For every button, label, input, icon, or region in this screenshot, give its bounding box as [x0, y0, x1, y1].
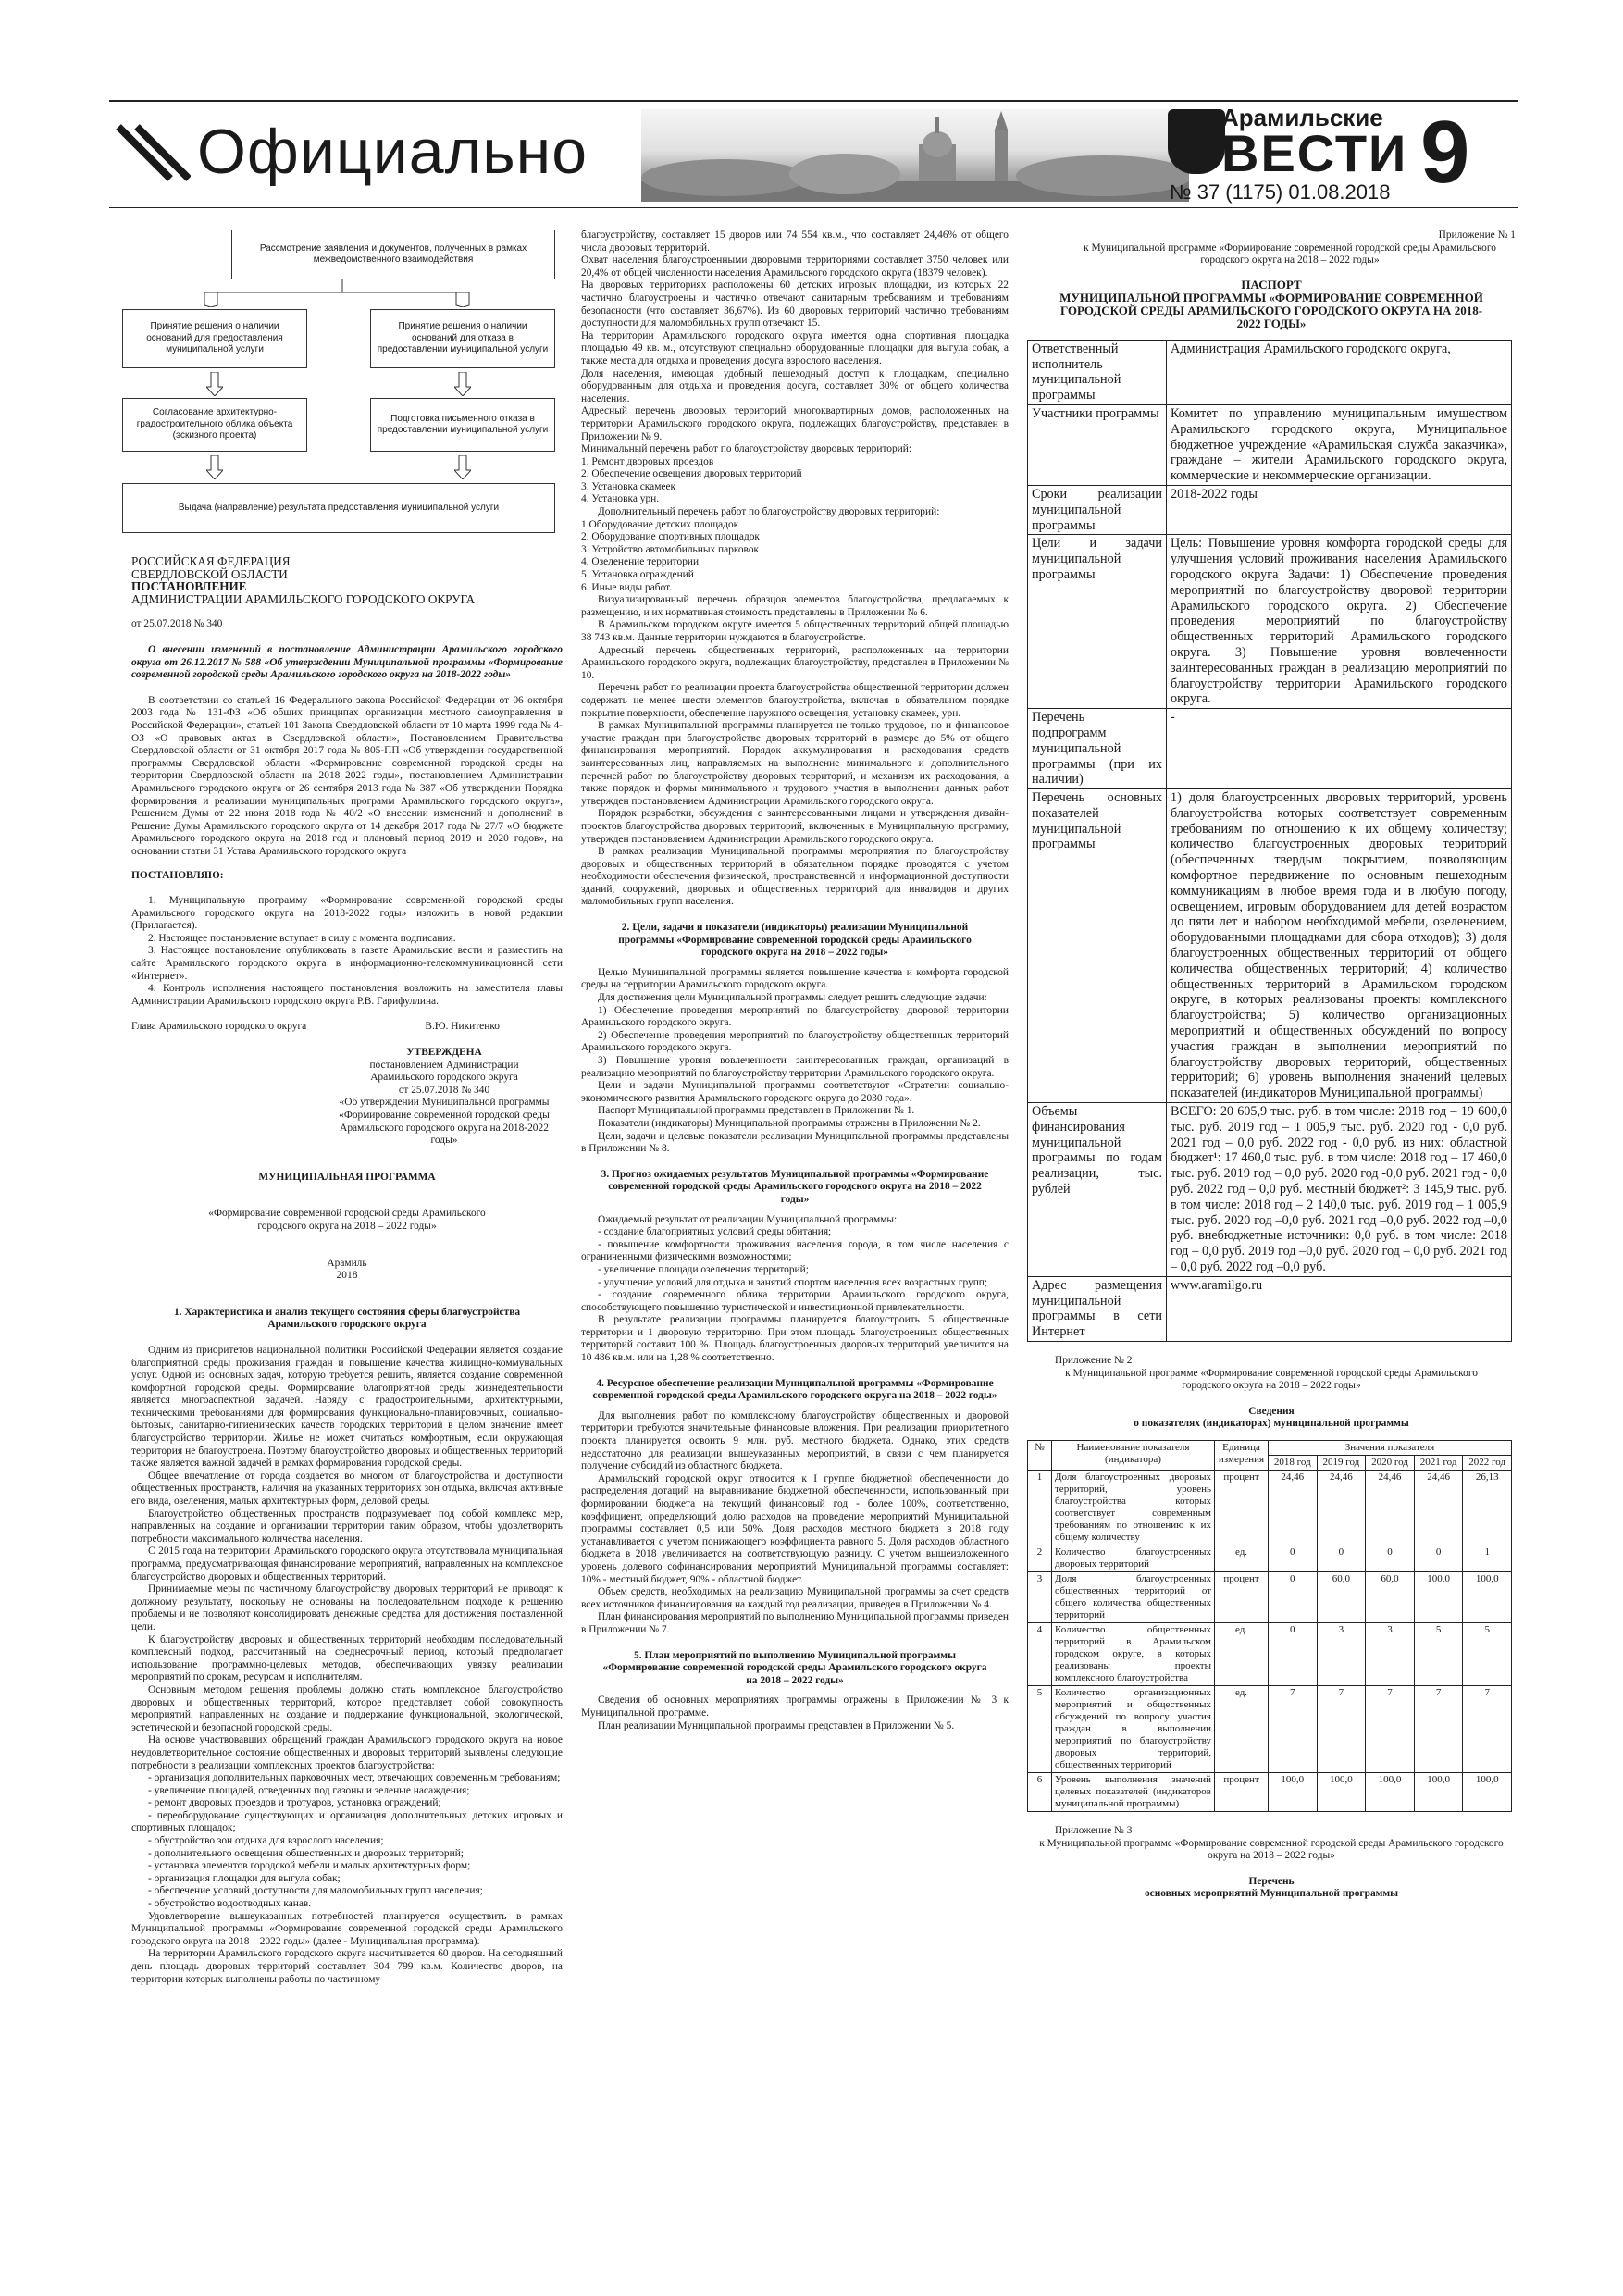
approved-line: от 25.07.2018 № 340 — [398, 1084, 490, 1096]
cell-value: 0 — [1414, 1545, 1463, 1571]
arrow-down-icon — [454, 372, 471, 396]
appendix-1-ref: к Муниципальной программе «Формирование современной городской среды Арамильского городского округа на 2018 – 2022 годы» — [1084, 242, 1496, 267]
decree-header-1: РОССИЙСКАЯ ФЕДЕРАЦИЯ — [131, 554, 291, 568]
decree-point: 3. Настоящее постановление опубликовать в газете Арамильские вести и разместить на сайте Арамильского городского округа в информационно-телекоммуникационной сети «Интернет». — [131, 945, 563, 982]
paragraph: Охват населения благоустроенными дворовыми территориями составляет 3750 человек или 20,4% от общей численности населения Арамильского городского округа (18379 человек). — [581, 254, 1009, 279]
passport-value: - — [1167, 709, 1512, 789]
issue-number: № 37 (1175) 01.08.2018 — [1170, 180, 1391, 204]
cell-name: Доля благоустроенных общественных территорий от общего количества общественных территорий — [1052, 1571, 1215, 1622]
passport-key: Участники программы — [1028, 404, 1167, 485]
cell-value: 100,0 — [1463, 1571, 1512, 1622]
col-header-year: 2021 год — [1414, 1455, 1463, 1470]
paragraph: Основным методом решения проблемы должно стать комплексное благоустройство дворовых и общественных территорий, которое представляет собой совокупность мероприятий, направленных на создание и поддержание функциональной, экологической, эстетической и безопасной городской среды. — [131, 1683, 563, 1733]
cell-name: Количество общественных территорий в Арамильском городском округе, в которых реализованы проекты комплексного благоустройства — [1052, 1622, 1215, 1685]
table-row — [1028, 1772, 1512, 1811]
col-header-values: Значения показателя — [1269, 1440, 1512, 1455]
passport-key: Перечень подпрограмм муниципальной программы (при их наличии) — [1028, 709, 1167, 789]
passport-value: www.aramilgo.ru — [1167, 1276, 1512, 1341]
cell-name: Уровень выполнения значений целевых показателей (индикаторов муниципальной программы) — [1052, 1772, 1215, 1811]
cell-value: 24,46 — [1366, 1470, 1415, 1545]
paragraph: Порядок разработки, обсуждения с заинтересованными лицами и утверждения дизайн-проектов благоустройства дворовых территорий, включенных в Муниципальную программу, утвержден постановлением Администрации Арамильского городского округа. — [581, 808, 1009, 845]
measures-title: Перечень — [1248, 1875, 1295, 1887]
indicators-title: Сведения — [1248, 1405, 1295, 1417]
passport-value: Комитет по управлению муниципальным имуществом Арамильского городского округа, Муниципальное бюджетное учреждение «Арамильская служба заказчика», граждане – жители Арамильского городского округа, коммерческие и некоммерческие организации. — [1167, 404, 1512, 485]
section-1-heading: 1. Характеристика и анализ текущего состояния сферы благоустройства Арамильского городского округа — [173, 1306, 521, 1331]
paragraph: 2) Обеспечение проведения мероприятий по благоустройству общественных территорий Арамильского городского округа. — [581, 1029, 1009, 1054]
passport-row — [1028, 709, 1512, 789]
section-2-heading: 2. Цели, задачи и показатели (индикаторы) реализации Муниципальной программы «Формирование современной городской среды Арамильского городского округа на 2018 – 2022 годы» — [618, 922, 972, 959]
section-4-heading: 4. Ресурсное обеспечение реализации Муниципальной программы «Формирование современной городской среды Арамильского городского округа на 2018 – 2022 годы» — [592, 1377, 997, 1402]
paragraph: - увеличение площадей, отведенных под газоны и зеленые насаждения; — [148, 1784, 470, 1796]
paragraph: Доля населения, имеющая удобный пешеходный доступ к площадкам, специально оборудованным для отдыха и проведения досуга, составляет 30% от общего количества населения. — [581, 367, 1009, 404]
cell-value: 3 — [1317, 1622, 1366, 1685]
cell-unit: ед. — [1215, 1622, 1269, 1685]
paragraph: Визуализированный перечень образцов элементов благоустройства, предлагаемых к размещению, и их нормативная стоимость представлены в Приложении № 6. — [581, 594, 1009, 618]
cell-name: Количество организационных мероприятий и общественных обсуждений по вопросу участия граждан в выполнении мероприятий по благоустройству дворовых территорий, общественных территорий — [1052, 1685, 1215, 1772]
decree-title: О внесении изменений в постановление Администрации Арамильского городского округа от 26.12.2017 № 588 «Об утверждении Муниципальной программы «Формирование современной городской среды Арамильского городского округа на 2018-2022 годы» — [131, 643, 563, 681]
cell-value: 100,0 — [1414, 1571, 1463, 1622]
paragraph: - создание современного облика территории Арамильского городского округа, способствующего повышению туристической и инвестиционной привлекательности. — [581, 1289, 1009, 1313]
masthead-top: Арамильские — [1221, 104, 1383, 131]
paragraph: Удовлетворение вышеуказанных потребностей планируется осуществить в рамках Муниципальной программы «Формирование современной городской среды Арамильского городского округа на 2018 – 2022 годы» (далее - Муниципальная программа). — [131, 1910, 563, 1947]
passport-row — [1028, 1276, 1512, 1341]
cell-unit: процент — [1215, 1470, 1269, 1545]
cell-value: 0 — [1269, 1622, 1318, 1685]
paragraph: Для достижения цели Муниципальной программы следует решить следующие задачи: — [598, 992, 987, 1004]
paragraph: Одним из приоритетов национальной политики Российской Федерации является создание благоприятной среды проживания граждан и повышение качества жилищно-коммунальных услуг. Одной из основных задач, которую требуется решить, является создание современной комфортной городской среды. Формирование благоприятной среды жизнедеятельности является многоаспектной задачей. Наряду с градостроительными, архитектурными, техническими требованиями для формирования функционально-планировочных, социально-бытовых, санитарно-гигиенических качеств городских территорий в целом значение имеет благоустройство территории. Жилье не может считаться комфортным, если окружающая территория не благоустроена. Поэтому благоустройство дворовых и общественных территорий также является важной задачей в рамках формирования городской среды. — [131, 1344, 563, 1470]
top-rule — [109, 100, 1518, 102]
cell-number: 1 — [1028, 1470, 1052, 1545]
appendix-3-label: Приложение № 3 — [1055, 1824, 1133, 1836]
cell-value: 3 — [1366, 1622, 1415, 1685]
col-header-unit: Единица измерения — [1215, 1440, 1269, 1470]
arrow-down-icon — [206, 455, 223, 479]
cell-unit: ед. — [1215, 1545, 1269, 1571]
cell-value: 24,46 — [1317, 1470, 1366, 1545]
paragraph: - дополнительного освещения общественных и дворовых территорий; — [148, 1847, 464, 1859]
paragraph: 2. Обеспечение освещения дворовых территорий — [581, 468, 802, 480]
paragraph: Целью Муниципальной программы является повышение качества и комфорта городской среды на территории Арамильского городского округа. — [581, 966, 1009, 991]
paragraph: Цели, задачи и целевые показатели реализации Муниципальной программы представлены в Приложении № 8. — [581, 1130, 1009, 1155]
passport-value: 1) доля благоустроенных дворовых территорий, уровень благоустройства которых соответствует современным требованиям по отношению к их общему количеству; количество благоустроенных дворовых территорий (обеспеченных твердым покрытием, позволяющим комфортное передвижение по основным пешеходным коммуникациям в любое время года и в любую погоду, освещением, игровым оборудованием для детей возрастом до пяти лет и набором необходимой мебели, озеленением, оборудованными площадками для сбора отходов); 3) доля благоустроенных общественных территорий от общего количества общественных территорий; 4) количество общественных территорий в Арамильском городском округе, в которых реализованы проекты комплексного благоустройства; 5) количество организационных мероприятий и общественных обсуждений по вопросу участия граждан в выполнении мероприятий по благоустройству дворовых территорий, общественных территорий; 6) уровень выполнения значений целевых показателей (индикаторов Муниципальной программы) — [1167, 789, 1512, 1103]
col-header-number: № — [1028, 1440, 1052, 1470]
passport-row — [1028, 1103, 1512, 1277]
decree-point: 2. Настоящее постановление вступает в силу с момента подписания. — [148, 932, 456, 944]
paragraph: - обеспечение условий доступности для маломобильных групп населения; — [148, 1885, 483, 1897]
table-row — [1028, 1571, 1512, 1622]
passport-row — [1028, 535, 1512, 709]
paragraph: На основе участвовавших обращений граждан Арамильского городского округа на новое неудовлетворительное состояние общественных и дворовых территорий выявлены следующие потребности в реализации комплексных проектов благоустройства: — [131, 1734, 563, 1771]
page-number: 9 — [1420, 103, 1470, 202]
col-header-name: Наименование показателя (индикатора) — [1052, 1440, 1215, 1470]
cell-value: 0 — [1317, 1545, 1366, 1571]
flow-step-review: Рассмотрение заявления и документов, полученных в рамках межведомственного взаимодействия — [231, 230, 555, 279]
paragraph: Цели и задачи Муниципальной программы соответствуют «Стратегии социально-экономического развития Арамильского городского округа до 2030 года». — [581, 1080, 1009, 1104]
flow-step-issue-result: Выдача (направление) результата предоставления муниципальной услуги — [122, 483, 555, 533]
table-row — [1028, 1470, 1512, 1545]
cell-value: 0 — [1269, 1545, 1318, 1571]
paragraph: - повышение комфортности проживания населения города, в том числе населения с ограниченными физическими возможностями; — [581, 1238, 1009, 1263]
paragraph: - установка элементов городской мебели и малых архитектурных форм; — [148, 1860, 471, 1872]
arrow-down-icon — [206, 372, 223, 396]
paragraph: Минимальный перечень работ по благоустройству дворовых территорий: — [581, 443, 912, 455]
cell-value: 1 — [1463, 1545, 1512, 1571]
passport-title: ПАСПОРТ — [1241, 277, 1302, 292]
table-row — [1028, 1622, 1512, 1685]
paragraph: 3. Устройство автомобильных парковок — [581, 543, 760, 555]
paragraph: В Арамильском городском округе имеется 5 общественных территорий общей площадью 38 743 кв.м. Данные территории нуждаются в благоустройстве. — [581, 619, 1009, 643]
program-subtitle: «Формирование современной городской среды Арамильского городского округа на 2018 – 2022 годы» — [208, 1208, 486, 1232]
cell-value: 0 — [1269, 1571, 1318, 1622]
cell-value: 100,0 — [1463, 1772, 1512, 1811]
paragraph: Арамильский городской округ относится к I группе бюджетной обеспеченности до распределения дотаций на выравнивание бюджетной обеспеченности, использованный при формировании бюджета на текущий финансовый год - более 100%, соответственно, коэффициент, определяющий долю расходов на проведение мероприятий Муниципальной программы составляет 0,5 или 50%. Доля расходов местного бюджета в 2018 году устанавливается с учетом понижающего коэффициента равного 5. Доля расходов областного бюджета в 2018 увеличивается на соответствующую разницу. С учетом вышеизложенного уровень долевого софинансирования мероприятий Муниципальной программы составляет: 10% - местный бюджет, 90% - областной бюджет. — [581, 1472, 1009, 1585]
appendix-1-label: Приложение № 1 — [1438, 230, 1516, 241]
paragraph: Для выполнения работ по комплексному благоустройству общественных и дворовой территории требуются значительные финансовые вложения. При реализации приоритетного проекта планируется освоить 9 млн. руб. местного бюджета. Однако, этих средств недостаточно для реализации вышеуказанных мероприятий, в связи с чем планируется получение субсидий из областного бюджета. — [581, 1409, 1009, 1472]
passport-row — [1028, 485, 1512, 534]
cell-value: 7 — [1269, 1685, 1318, 1772]
cell-name: Доля благоустроенных дворовых территорий, уровень благоустройства которых соответствует современным требованиям по отношению к их общему количеству — [1052, 1470, 1215, 1545]
paragraph: План финансирования мероприятий по выполнению Муниципальной программы приведен в Приложении № 7. — [581, 1611, 1009, 1635]
cell-value: 5 — [1463, 1622, 1512, 1685]
paragraph: - обустройство зон отдыха для взрослого населения; — [148, 1835, 384, 1847]
header-town-photo — [641, 109, 1189, 202]
paragraph: благоустройству, составляет 15 дворов или 74 554 кв.м., что составляет 24,46% от общего числа дворовых территорий. — [581, 230, 1009, 254]
additional-list-intro: Дополнительный перечень работ по благоустройству дворовых территорий: — [598, 506, 940, 518]
paragraph: С 2015 года на территории Арамильского городского округа отсутствовала муниципальная программа, предусматривающая финансирование мероприятий, направленных на комплексное благоустройство дворовых и общественных территорий. — [131, 1545, 563, 1582]
paragraph: План реализации Муниципальной программы представлен в Приложении № 5. — [598, 1719, 955, 1731]
paragraph: На территории Арамильского городского округа насчитывается 60 дворов. На сегодняшний день площадь дворовых территорий составляет 304 799 кв.м. Количество дворов, на территории которых выполнены работы по частичному — [131, 1948, 563, 1985]
paragraph: 2. Оборудование спортивных площадок — [581, 531, 760, 543]
cell-number: 4 — [1028, 1622, 1052, 1685]
paragraph: На территории Арамильского городского округа имеется одна спортивная площадка площадью 49 кв. м., отсутствуют специально оборудованные площадки для выгула собак, а также места для отдыха и проведения досуга взрослого населения. — [581, 329, 1009, 366]
passport-key: Перечень основных показателей муниципальной программы — [1028, 789, 1167, 1103]
passport-key: Объемы финансирования муниципальной программы по годам реализации, тыс. рублей — [1028, 1103, 1167, 1277]
cell-value: 100,0 — [1269, 1772, 1318, 1811]
section-3-heading: 3. Прогноз ожидаемых результатов Муниципальной программы «Формирование современной городской среды Арамильского городского округа на 2018 – 2022 годы» — [601, 1168, 989, 1205]
paragraph: На дворовых территориях расположены 60 детских игровых площадки, из которых 22 частично благоустроены и частично отвечают санитарным требованиям и требованиям безопасности (что составляет 36,67%). Из 60 дворовых территорий частично требованиям доступности для маломобильных групп отвечают 15. — [581, 279, 1009, 329]
paragraph: 6. Иные виды работ. — [581, 581, 673, 593]
flow-connector — [107, 279, 570, 307]
cell-value: 24,46 — [1414, 1470, 1463, 1545]
paragraph: 4. Озеленение территории — [581, 556, 700, 568]
paragraph: Перечень работ по реализации проекта благоустройства общественной территории должен содержать не менее шести элементов благоустройства, включая в обязательном порядке покрытие поверхности, обеспечение наружного освещения, установку скамеек, урн. — [581, 682, 1009, 719]
signature-name: В.Ю. Никитенко — [425, 1021, 500, 1033]
signature-title: Глава Арамильского городского округа — [131, 1021, 307, 1033]
decree-column — [131, 555, 563, 1986]
paragraph: Благоустройство общественных пространств подразумевает под собой комплекс мер, направленных на создание и организации территории таким образом, чтобы удовлетворить потребности максимального количества населения. — [131, 1508, 563, 1545]
program-title: МУНИЦИПАЛЬНАЯ ПРОГРАММА — [258, 1171, 436, 1183]
passport-key: Ответственный исполнитель муниципальной программы — [1028, 340, 1167, 404]
program-city: Арамиль — [327, 1257, 367, 1269]
appendix-2-ref: к Муниципальной программе «Формирование современной городской среды Арамильского городского округа на 2018 – 2022 годы» — [1065, 1367, 1478, 1392]
paragraph: - создание благоприятных условий среды обитания; — [598, 1226, 832, 1238]
passport-key: Адрес размещения муниципальной программы в сети Интернет — [1028, 1276, 1167, 1341]
paragraph: - обустройство водоотводных канав. — [148, 1898, 312, 1910]
passport-table — [1027, 340, 1512, 1342]
paragraph: Адресный перечень общественных территорий, расположенных на территории Арамильского городского округа, подлежащих благоустройству, представлен в Приложении № 10. — [581, 644, 1009, 681]
col-header-year: 2020 год — [1366, 1455, 1415, 1470]
paragraph: 3) Повышение уровня вовлеченности заинтересованных граждан, организаций в реализацию мероприятий по благоустройству территории Арамильского городского округа. — [581, 1055, 1009, 1079]
indicators-table — [1027, 1440, 1512, 1812]
cell-value: 7 — [1463, 1685, 1512, 1772]
paragraph: К благоустройству дворовых и общественных территорий необходим последовательный комплексный подход, рассчитанный на среднесрочный период, который предполагает использование программно-целевых методов, обеспечивающих увязку реализации мероприятий по срокам, ресурсам и исполнителям. — [131, 1633, 563, 1683]
appendix-column — [1027, 230, 1516, 1901]
passport-row — [1028, 789, 1512, 1103]
cell-value: 7 — [1414, 1685, 1463, 1772]
paragraph: - организация площадки для выгула собак; — [148, 1872, 341, 1884]
paragraph: - организация дополнительных парковочных мест, отвечающих современным требованиям; — [148, 1772, 561, 1784]
paragraph: Объем средств, необходимых на реализацию Муниципальной программы за счет средств всех источников финансирования на каждый год реализации, приведен в Приложении № 4. — [581, 1586, 1009, 1610]
passport-key: Цели и задачи муниципальной программы — [1028, 535, 1167, 709]
cell-value: 7 — [1317, 1685, 1366, 1772]
col-header-year: 2018 год — [1269, 1455, 1318, 1470]
masthead-main: ВЕСТИ — [1221, 124, 1408, 182]
passport-value: Цель: Повышение уровня комфорта городской среды для улучшения условий проживания населения Арамильского городского округа Задачи: 1) Обеспечение проведения мероприятий по благоустройству дворовой территории Арамильского городского округа. 2) Обеспечение проведения мероприятий по благоустройству общественных территорий Арамильского городского округа. 3) Повышение уровня вовлеченности заинтересованных граждан в реализацию мероприятий по благоустройству территории Арамильского городского округа. — [1167, 535, 1512, 709]
cell-value: 60,0 — [1317, 1571, 1366, 1622]
cell-unit: процент — [1215, 1571, 1269, 1622]
approved-label: УТВЕРЖДЕНА — [406, 1047, 482, 1058]
passport-subtitle: МУНИЦИПАЛЬНОЙ ПРОГРАММЫ «ФОРМИРОВАНИЕ СОВРЕМЕННОЙ ГОРОДСКОЙ СРЕДЫ АРАМИЛЬСКОГО ГОРОДСКОГО ОКРУГА НА 2018-2022 ГОДЫ» — [1059, 290, 1483, 330]
cell-value: 26,13 — [1463, 1470, 1512, 1545]
paragraph: Принимаемые меры по частичному благоустройству дворовых территорий не приводят к должному результату, поскольку не основаны на последовательном подходе к решению проблемы и не позволяют консолидировать денежные средства для достижения поставленной цели. — [131, 1583, 563, 1632]
cell-number: 6 — [1028, 1772, 1052, 1811]
paragraph: - увеличение площади озеленения территорий; — [598, 1263, 809, 1275]
cell-unit: процент — [1215, 1772, 1269, 1811]
approved-line: Арамильского городского округа — [370, 1072, 518, 1084]
church-skyline-icon — [641, 109, 1189, 202]
passport-row — [1028, 404, 1512, 485]
passport-value: ВСЕГО: 20 605,9 тыс. руб. в том числе: 2018 год – 19 600,0 тыс. руб. 2019 год – 1 005,9 тыс. руб. 2020 год - 0,0 руб. 2021 год – 0,0 руб. 2022 год - 0,0 руб. из них: областной бюджет¹: 17 460,0 тыс. руб. в том числе: 2018 год – 17 460,0 тыс. руб. 2019 год – 0,0 руб. 2020 год -0,0 руб. 2021 год - 0,0 руб. 2022 год – 0,0 руб. местный бюджет²: 3 145,9 тыс. руб. в том числе: 2018 год – 2 140,0 тыс. руб. 2019 год – 1 005,9 тыс. руб. 2020 год –0,0 руб. 2021 год –0,0 руб. 2022 год –0,0 руб. внебюджетные источники: 0,0 руб. в том числе: 2018 год – 0,0 руб. 2019 год –0,0 руб. 2020 год – 0,0 руб. 2021 год – 0,0 руб. 2022 год –0,0 руб. — [1167, 1103, 1512, 1277]
header-rule — [109, 207, 1518, 208]
paragraph: В результате реализации программы планируется благоустроить 5 общественные территории и 1 дворовую территорию. При этом площадь благоустроенных общественных территорий составит 100 %. Площадь благоустроенных дворовых территорий увеличится на 10 486 кв.м. или на 1,28 % соответственно. — [581, 1314, 1009, 1364]
paragraph: Адресный перечень дворовых территорий многоквартирных домов, расположенных на территории Арамильского городского округа, подлежащих благоустройству, представлен в Приложении № 9. — [581, 405, 1009, 442]
decree-date: от 25.07.2018 № 340 — [131, 618, 223, 630]
paragraph: Сведения об основных мероприятиях программы отражены в Приложении № 3 к Муниципальной программе. — [581, 1694, 1009, 1719]
paragraph: 5. Установка ограждений — [581, 569, 694, 581]
cell-value: 7 — [1366, 1685, 1415, 1772]
cell-value: 100,0 — [1366, 1772, 1415, 1811]
decree-preamble: В соответствии со статьей 16 Федерального закона Российской Федерации от 06 октября 2003 года № 131-ФЗ «Об общих принципах организации местного самоуправления в Российской Федерации», статьей 101 Закона Свердловской области от 10 марта 1999 года № 4-ОЗ «О правовых актах в Свердловской области», Постановлением Правительства Свердловской области от 31 октября 2017 года № 805-ПП «Об утверждении государственной программы Свердловской области «Формирование современной городской среды на территории Свердловской области на 2018–2022 годы», постановлением Администрации Арамильского городского округа от 26 сентября 2013 года № 387 «Об утверждении Порядка формирования и реализации муниципальных программ Арамильского городского округа», Решением Думы от 22 июня 2018 года № 40/2 «О внесении изменений и дополнений в Решение Думы Арамильского городского округа от 14 декабря 2017 года № 27/7 «О бюджете Арамильского городского округа на 2018 год и плановый период 2019 и 2020 годов», на основании статьи 31 Устава Арамильского городского округа — [131, 694, 563, 857]
paragraph: В рамках Муниципальной программы планируется не только трудовое, но и финансовое участие граждан при благоустройстве дворовых территорий в размере до 5% от общего финансирования мероприятий. Порядок аккумулирования и расходования средств заинтересованных лиц, направляемых на выполнение минимального и дополнительного перечней работ по благоустройству дворовых территорий, и механизм их расходования, а также порядок и формы минимального и трудового участия в выполнении данных работ утвержден постановлением Администрации Арамильского городского округа. — [581, 720, 1009, 807]
flow-step-accept: Принятие решения о наличии оснований для предоставления муниципальной услуги — [122, 309, 307, 368]
section-slashes-icon — [113, 123, 191, 182]
cell-number: 2 — [1028, 1545, 1052, 1571]
cell-value: 100,0 — [1414, 1772, 1463, 1811]
program-year: 2018 — [336, 1270, 358, 1282]
table-row — [1028, 1685, 1512, 1772]
paragraph: 1. Ремонт дворовых проездов — [581, 455, 714, 467]
section-title: Официально — [197, 117, 588, 187]
paragraph: 1) Обеспечение проведения мероприятий по благоустройству дворовой территории Арамильского городского округа. — [581, 1004, 1009, 1029]
paragraph: 3. Установка скамеек — [581, 480, 676, 492]
program-column — [581, 230, 1009, 1732]
cell-value: 0 — [1366, 1545, 1415, 1571]
section-5-heading: 5. План мероприятий по выполнению Муниципальной программы «Формирование современной городской среды Арамильского городского округа на 2018 – 2022 годы» — [602, 1649, 987, 1686]
paragraph: - ремонт дворовых проездов и тротуаров, установка ограждений; — [148, 1797, 441, 1809]
masthead-emblem-icon — [1168, 109, 1225, 174]
decree-resolve: ПОСТАНОВЛЯЮ: — [131, 870, 224, 882]
paragraph: В рамках реализации Муниципальной программы мероприятия по благоустройству дворовых и общественных территорий в обязательном порядке проводятся с учетом необходимости обеспечения физической, пространственной и информационной доступности зданий, сооружений, дворовых и общественных территорий для инвалидов и других маломобильных групп населения. — [581, 846, 1009, 908]
flow-step-refusal-letter: Подготовка письменного отказа в предоставлении муниципальной услуги — [370, 398, 555, 452]
cell-number: 3 — [1028, 1571, 1052, 1622]
cell-name: Количество благоустроенных дворовых территорий — [1052, 1545, 1215, 1571]
passport-value: Администрация Арамильского городского округа, — [1167, 340, 1512, 404]
appendix-3-ref: к Муниципальной программе «Формирование современной городской среды Арамильского городского округа на 2018 – 2022 годы» — [1039, 1837, 1504, 1862]
paragraph: - улучшение условий для отдыха и занятий спортом населения всех возрастных групп; — [598, 1276, 988, 1288]
decree-header-3: ПОСТАНОВЛЕНИЕ — [131, 579, 247, 594]
paragraph: Ожидаемый результат от реализации Муниципальной программы: — [598, 1213, 898, 1225]
passport-value: 2018-2022 годы — [1167, 485, 1512, 534]
cell-value: 5 — [1414, 1622, 1463, 1685]
passport-row — [1028, 340, 1512, 404]
approved-line: «Об утверждении Муниципальной программы «Формирование современной городской среды Арамильского городского округа на 2018-2022 годы» — [339, 1097, 550, 1147]
cell-number: 5 — [1028, 1685, 1052, 1772]
cell-value: 24,46 — [1269, 1470, 1318, 1545]
indicators-subtitle: о показателях (индикаторах) муниципальной программы — [1134, 1418, 1409, 1430]
flow-step-refuse: Принятие решения о наличии оснований для отказа в предоставлении муниципальной услуги — [370, 309, 555, 368]
decree-header-4: АДМИНИСТРАЦИИ АРАМИЛЬСКОГО ГОРОДСКОГО ОКРУГА — [131, 591, 476, 606]
decree-point: 1. Муниципальную программу «Формирование современной городской среды Арамильского городского округа на 2018-2022 годы» изложить в новой редакции (Прилагается). — [131, 895, 563, 932]
paragraph: Паспорт Муниципальной программы представлен в Приложении № 1. — [598, 1105, 915, 1117]
approved-line: постановлением Администрации — [369, 1059, 519, 1071]
paragraph: Показатели (индикаторы) Муниципальной программы отражены в Приложении № 2. — [598, 1117, 981, 1129]
flow-step-approve-design: Согласование архитектурно-градостроительного облика объекта (эскизного проекта) — [122, 398, 307, 452]
paragraph: - переоборудование существующих и организация дополнительных детских игровых и спортивных площадок; — [131, 1809, 563, 1834]
passport-key: Сроки реализации муниципальной программы — [1028, 485, 1167, 534]
measures-subtitle: основных мероприятий Муниципальной программы — [1144, 1888, 1399, 1900]
decree-header-2: СВЕРДЛОВСКОЙ ОБЛАСТИ — [131, 566, 288, 581]
appendix-2-label: Приложение № 2 — [1055, 1354, 1133, 1366]
paragraph: 1.Оборудование детских площадок — [581, 518, 739, 530]
cell-value: 60,0 — [1366, 1571, 1415, 1622]
table-row — [1028, 1545, 1512, 1571]
cell-unit: ед. — [1215, 1685, 1269, 1772]
cell-value: 100,0 — [1317, 1772, 1366, 1811]
col-header-year: 2019 год — [1317, 1455, 1366, 1470]
decree-point: 4. Контроль исполнения настоящего постановления возложить на заместителя главы Администрации Арамильского городского округа Р.В. Гарифуллина. — [131, 983, 563, 1007]
col-header-year: 2022 год — [1463, 1455, 1512, 1470]
paragraph: Общее впечатление от города создается во многом от благоустройства и доступности общественных пространств, наличия на указанных территориях зон отдыха, включая активные его вида, озеленения, малых архитектурных форм, деловой среды. — [131, 1470, 563, 1508]
section-1-body — [131, 1345, 563, 1986]
paragraph: 4. Установка урн. — [581, 493, 660, 505]
arrow-down-icon — [454, 455, 471, 479]
